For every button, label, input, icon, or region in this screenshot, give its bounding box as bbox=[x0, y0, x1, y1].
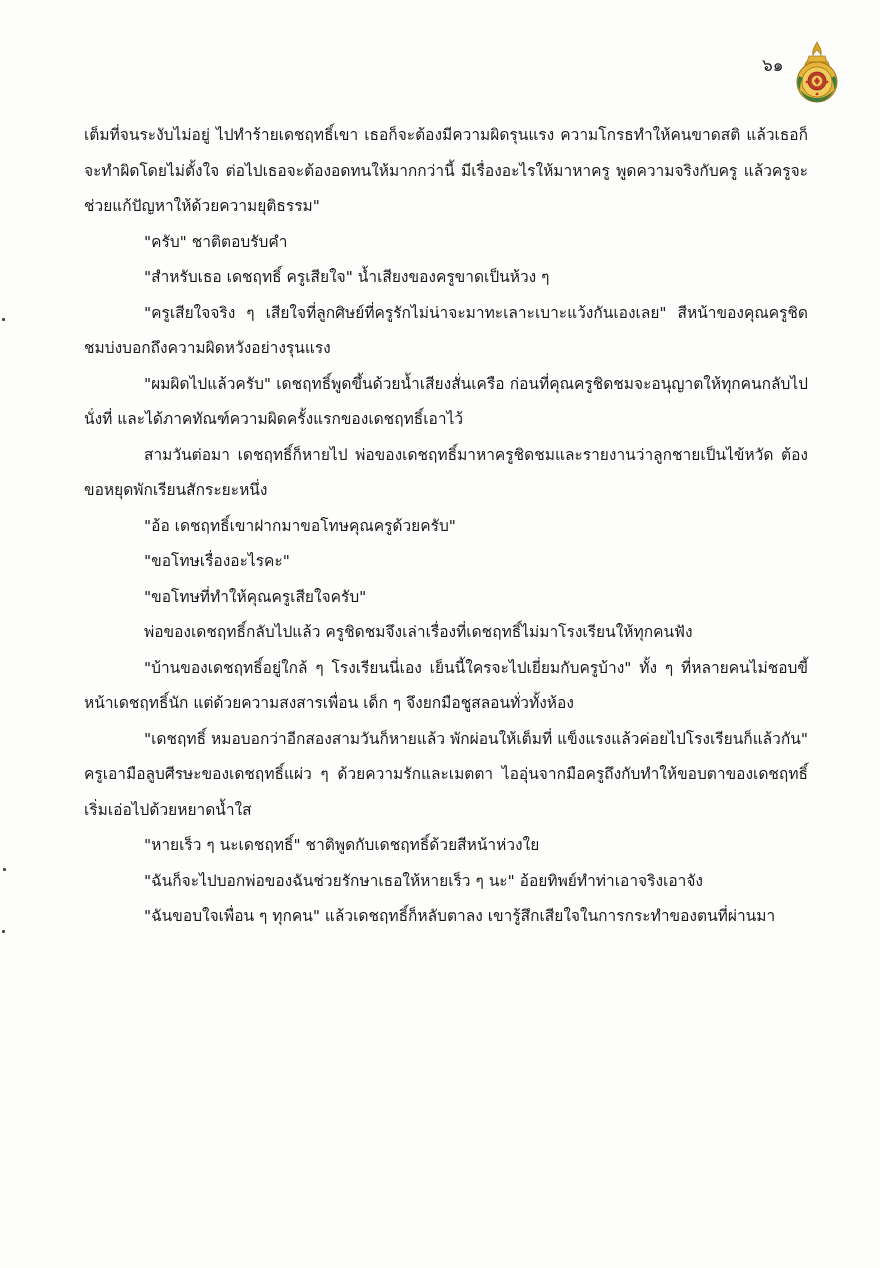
paragraph: "บ้านของเดชฤทธิ์อยู่ใกล้ ๆ โรงเรียนนี่เอง เย็นนี้ใครจะไปเยี่ยมกับครูบ้าง" ทั้ง ๆ ที่หลายคนไม่ชอบขี้หน้าเดชฤทธิ์นัก แต่ด้วยความสงสารเพื่อน เด็ก ๆ จึงยกมือชูสลอนทั่วทั้งห้อง bbox=[84, 658, 808, 712]
paragraph: "อ้อ เดชฤทธิ์เขาฝากมาขอโทษคุณครูด้วยครับ" bbox=[144, 516, 456, 535]
school-emblem-icon bbox=[794, 40, 840, 104]
scan-mark bbox=[2, 318, 5, 321]
paragraph: "เดชฤทธิ์ หมอบอกว่าอีกสองสามวันก็หายแล้ว พักผ่อนให้เต็มที่ แข็งแรงแล้วค่อยไปโรงเรียนก็แล้วกัน" ครูเอามือลูบศีรษะของเดชฤทธิ์แผ่ว ๆ ด้วยความรักและเมตตา ไออุ่นจากมือครูถึงกับทำให้ขอบตาของเดชฤทธิ์เริ่มเอ่อไปด้วยหยาดน้ำใส bbox=[84, 729, 808, 819]
paragraph: "ฉันขอบใจเพื่อน ๆ ทุกคน" แล้วเดชฤทธิ์ก็หลับตาลง เขารู้สึกเสียใจในการกระทำของตนที่ผ่านมา bbox=[144, 907, 776, 925]
paragraph: พ่อของเดชฤทธิ์กลับไปแล้ว ครูชิดชมจึงเล่าเรื่องที่เดชฤทธิ์ไม่มาโรงเรียนให้ทุกคนฟัง bbox=[144, 623, 693, 641]
page-number: ๖๑ bbox=[762, 56, 784, 76]
paragraph: "ครับ" ชาติตอบรับคำ bbox=[144, 232, 288, 251]
paragraph: "หายเร็ว ๆ นะเดชฤทธิ์" ชาติพูดกับเดชฤทธิ์ด้วยสีหน้าห่วงใย bbox=[144, 836, 540, 854]
paragraph: เต็มที่จนระงับไม่อยู่ ไปทำร้ายเดชฤทธิ์เขา เธอก็จะต้องมีความผิดรุนแรง ความโกรธทำให้คนขาดสติ แล้วเธอก็จะทำผิดโดยไม่ตั้งใจ ต่อไปเธอจะต้องอดทนให้มากกว่านี้ มีเรื่องอะไรให้มาหาครู พูดความจริงกับครู แล้วครูจะช่วยแก้ปัญหาให้ด้วยความยุติธรรม" bbox=[84, 126, 808, 215]
paragraph: สามวันต่อมา เดชฤทธิ์ก็หายไป พ่อของเดชฤทธิ์มาหาครูชิดชมและรายงานว่าลูกชายเป็นไข้หวัด ต้องขอหยุดพักเรียนสักระยะหนึ่ง bbox=[84, 445, 808, 499]
story-body bbox=[84, 118, 808, 935]
paragraph: "สำหรับเธอ เดชฤทธิ์ ครูเสียใจ" น้ำเสียงของครูขาดเป็นห้วง ๆ bbox=[144, 268, 550, 286]
paragraph: "ขอโทษที่ทำให้คุณครูเสียใจครับ" bbox=[144, 587, 367, 606]
paragraph: "ครูเสียใจจริง ๆ เสียใจที่ลูกศิษย์ที่ครูรักไม่น่าจะมาทะเลาะเบาะแว้งกันเองเลย" สีหน้าของคุณครูชิดชมบ่งบอกถึงความผิดหวังอย่างรุนแรง bbox=[84, 303, 808, 357]
scan-mark bbox=[3, 868, 6, 871]
paragraph: "ผมผิดไปแล้วครับ" เดชฤทธิ์พูดขึ้นด้วยน้ำเสียงสั่นเครือ ก่อนที่คุณครูชิดชมจะอนุญาตให้ทุกคนกลับไปนั่งที่ และได้ภาคทัณฑ์ความผิดครั้งแรกของเดชฤทธิ์เอาไว้ bbox=[84, 374, 808, 428]
paragraph: "ขอโทษเรื่องอะไรคะ" bbox=[144, 552, 290, 570]
scan-mark bbox=[2, 930, 5, 933]
paragraph: "ฉันก็จะไปบอกพ่อของฉันช่วยรักษาเธอให้หายเร็ว ๆ นะ" อ้อยทิพย์ทำท่าเอาจริงเอาจัง bbox=[144, 871, 703, 890]
